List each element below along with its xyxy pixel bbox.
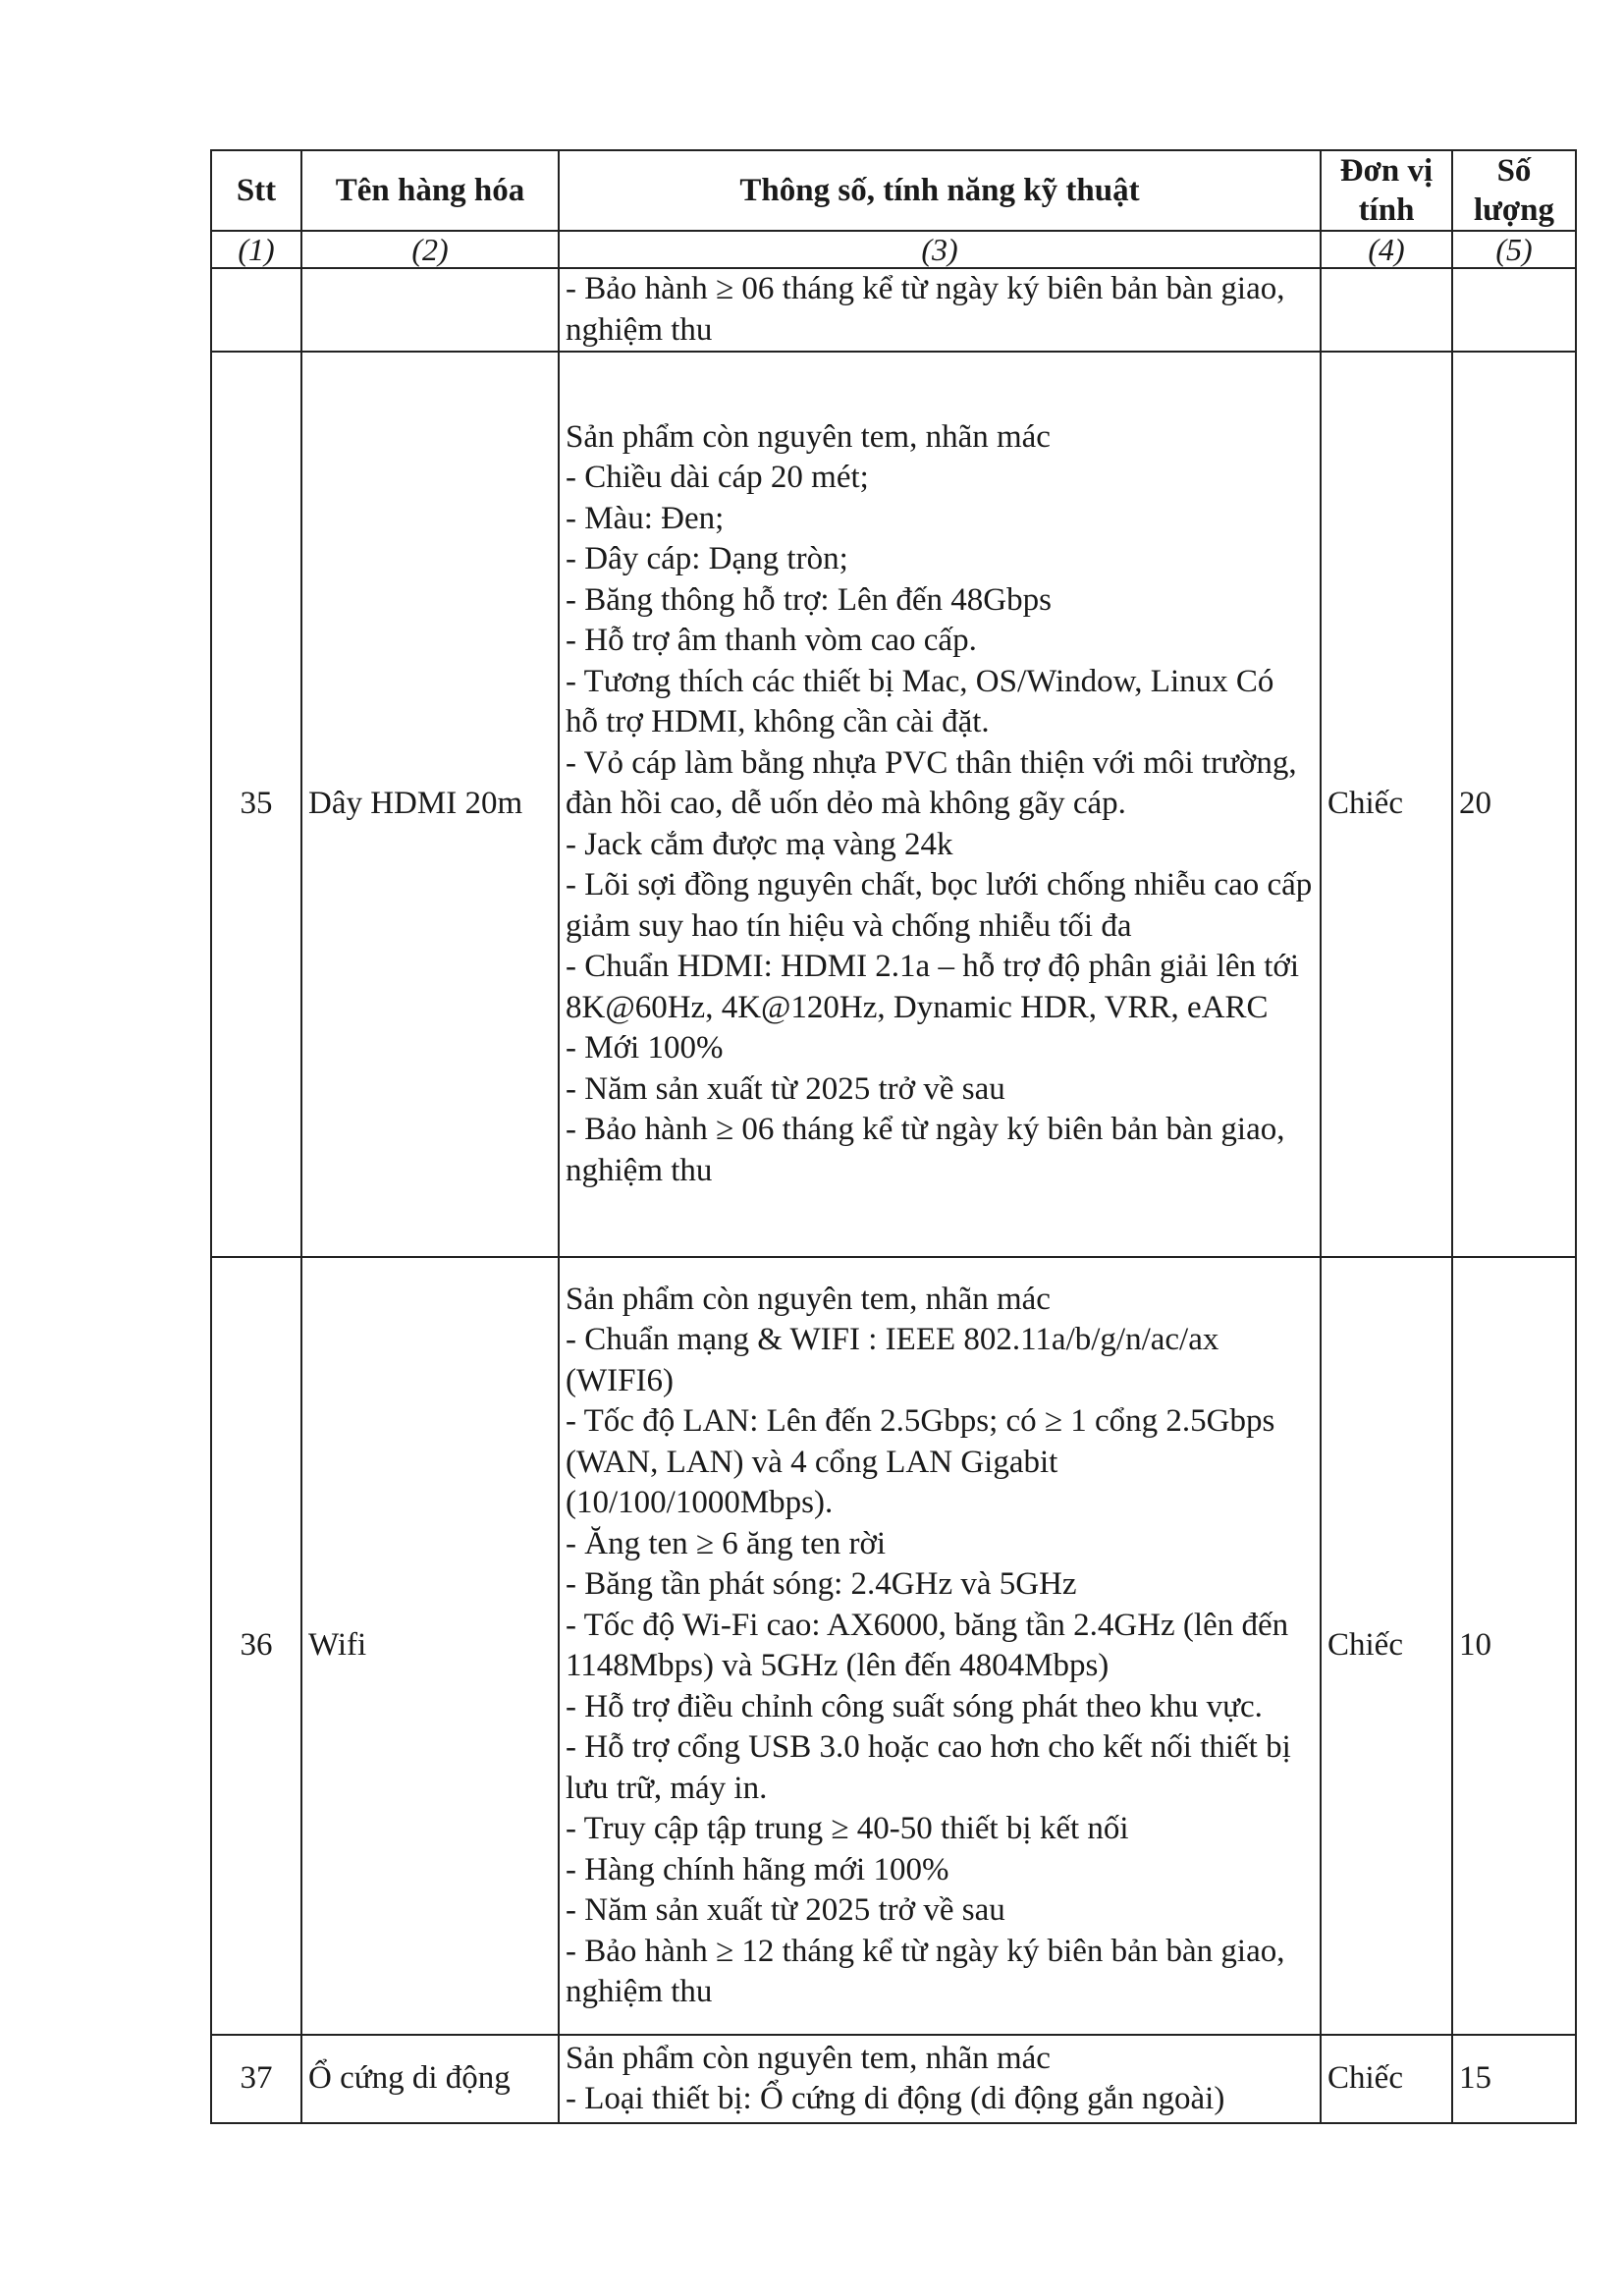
spec-line: - Bảo hành ≥ 06 tháng kể từ ngày ký biên bản bàn giao, nghiệm thu <box>566 1112 1285 1188</box>
spec-line: - Dây cáp: Dạng tròn; <box>566 541 848 577</box>
spec-line: - Lõi sợi đồng nguyên chất, bọc lưới chống nhiễu cao cấp giảm suy hao tín hiệu và chống nhiễu tối đa <box>566 867 1313 944</box>
row-qty: 10 <box>1452 1257 1576 2035</box>
spec-line: - Mới 100% <box>566 1030 724 1066</box>
item-name: Ổ cứng di động <box>308 2060 511 2097</box>
spec-line: - Loại thiết bị: Ổ cứng di động (di động gắn ngoài) <box>566 2081 1225 2116</box>
row-unit: Chiếc <box>1321 1257 1452 2035</box>
row-name <box>301 352 559 1257</box>
spec-line: - Tốc độ Wi-Fi cao: AX6000, băng tần 2.4GHz (lên đến 1148Mbps) và 5GHz (lên đến 4804Mbps) <box>566 1607 1289 1683</box>
row-name <box>301 1257 559 2035</box>
row-stt: 37 <box>211 2035 301 2123</box>
spec-line: - Tương thích các thiết bị Mac, OS/Window, Linux Có hỗ trợ HDMI, không cần cài đặt. <box>566 663 1274 740</box>
continuation-qty <box>1452 268 1576 352</box>
row-spec <box>559 1257 1321 2035</box>
spec-line: - Chiều dài cáp 20 mét; <box>566 460 869 496</box>
continuation-unit <box>1321 268 1452 352</box>
item-name: Wifi <box>308 1627 367 1664</box>
spec-line: - Băng thông hỗ trợ: Lên đến 48Gbps <box>566 581 1052 618</box>
spec-line: - Jack cắm được mạ vàng 24k <box>566 826 953 862</box>
column-number: (5) <box>1452 231 1576 268</box>
column-number: (2) <box>301 231 559 268</box>
column-number: (1) <box>211 231 301 268</box>
header-name: Tên hàng hóa <box>301 150 559 231</box>
item-name: Dây HDMI 20m <box>308 786 523 822</box>
continuation-row <box>211 268 1576 352</box>
row-stt: 35 <box>211 352 301 1257</box>
table-row <box>211 352 1576 1257</box>
spec-line: - Năm sản xuất từ 2025 trở về sau <box>566 1070 1005 1107</box>
row-qty: 15 <box>1452 2035 1576 2123</box>
spec-line: - Hỗ trợ cổng USB 3.0 hoặc cao hơn cho kết nối thiết bị lưu trữ, máy in. <box>566 1729 1291 1806</box>
row-spec <box>559 2035 1321 2123</box>
table-row <box>211 1257 1576 2035</box>
spec-line: - Năm sản xuất từ 2025 trở về sau <box>566 1892 1005 1928</box>
continuation-name <box>301 268 559 352</box>
header-qty: Số lượng <box>1452 150 1576 231</box>
spec-line: - Chuẩn mạng & WIFI : IEEE 802.11a/b/g/n/ac/ax (WIFI6) <box>566 1322 1219 1398</box>
spec-line: - Vỏ cáp làm bằng nhựa PVC thân thiện với môi trường, đàn hồi cao, dễ uốn dẻo mà không gãy cáp. <box>566 744 1297 822</box>
header-spec: Thông số, tính năng kỹ thuật <box>559 150 1321 231</box>
spec-line: - Băng tần phát sóng: 2.4GHz và 5GHz <box>566 1566 1077 1602</box>
continuation-spec <box>559 268 1321 352</box>
table-header-row <box>211 150 1576 231</box>
spec-line: - Hàng chính hãng mới 100% <box>566 1851 949 1887</box>
row-unit: Chiếc <box>1321 2035 1452 2123</box>
column-number-row <box>211 231 1576 268</box>
spec-line: - Hỗ trợ điều chỉnh công suất sóng phát theo khu vực. <box>566 1688 1263 1724</box>
column-number: (3) <box>559 231 1321 268</box>
continuation-stt <box>211 268 301 352</box>
header-unit: Đơn vị tính <box>1321 150 1452 231</box>
spec-line: - Bảo hành ≥ 06 tháng kể từ ngày ký biên bản bàn giao, nghiệm thu <box>566 271 1285 348</box>
row-spec <box>559 352 1321 1257</box>
row-stt: 36 <box>211 1257 301 2035</box>
spec-line: - Chuẩn HDMI: HDMI 2.1a – hỗ trợ độ phân giải lên tới 8K@60Hz, 4K@120Hz, Dynamic HDR, VRR, eARC <box>566 949 1300 1025</box>
spec-line: Sản phẩm còn nguyên tem, nhãn mác <box>566 1281 1051 1317</box>
header-stt: Stt <box>211 150 301 231</box>
spec-line: - Truy cập tập trung ≥ 40-50 thiết bị kết nối <box>566 1811 1129 1846</box>
spec-line: - Ăng ten ≥ 6 ăng ten rời <box>566 1525 887 1561</box>
spec-line: Sản phẩm còn nguyên tem, nhãn mác <box>566 2040 1051 2076</box>
spec-line: - Tốc độ LAN: Lên đến 2.5Gbps; có ≥ 1 cổng 2.5Gbps (WAN, LAN) và 4 cổng LAN Gigabit (10/100/1000Mbps). <box>566 1403 1275 1520</box>
row-name <box>301 2035 559 2123</box>
spec-line: Sản phẩm còn nguyên tem, nhãn mác <box>566 418 1051 455</box>
table-row <box>211 2035 1576 2123</box>
spec-line: - Bảo hành ≥ 12 tháng kể từ ngày ký biên bản bàn giao, nghiệm thu <box>566 1933 1285 2009</box>
spec-line: - Hỗ trợ âm thanh vòm cao cấp. <box>566 623 977 659</box>
row-unit: Chiếc <box>1321 352 1452 1257</box>
spec-line: - Màu: Đen; <box>566 500 725 536</box>
goods-spec-table <box>210 149 1577 2124</box>
row-qty: 20 <box>1452 352 1576 1257</box>
column-number: (4) <box>1321 231 1452 268</box>
